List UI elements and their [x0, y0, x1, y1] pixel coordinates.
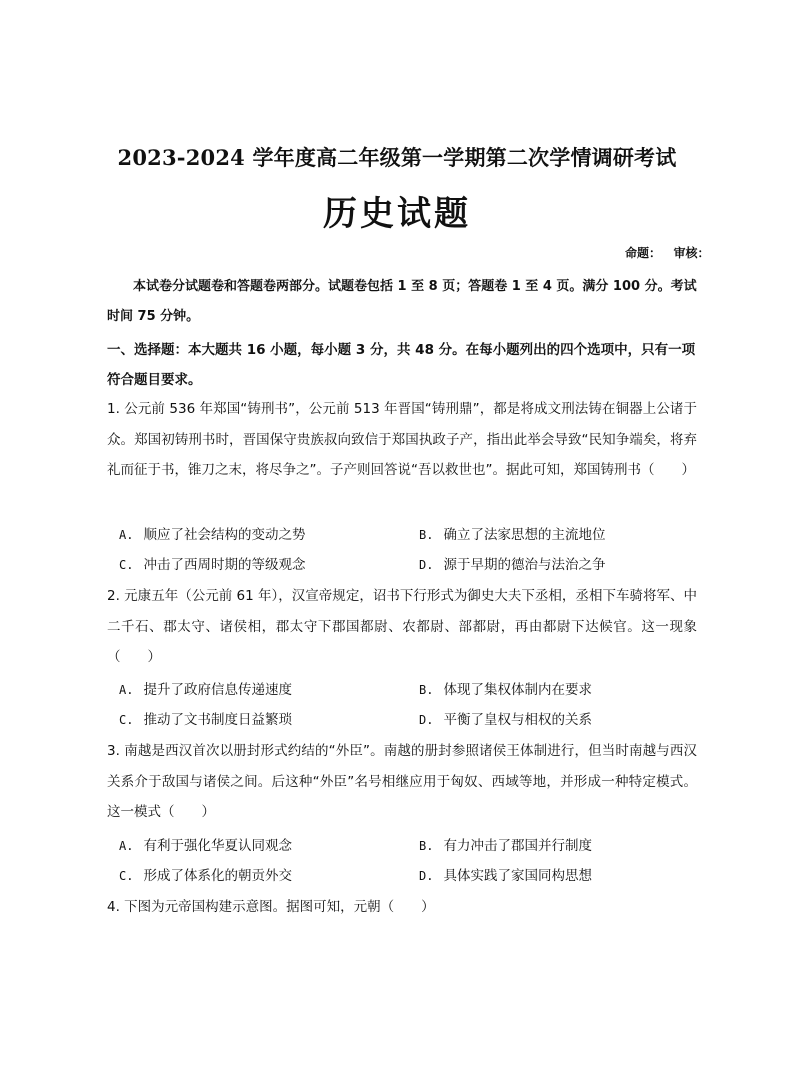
option-text: 有利于强化华夏认同观念: [143, 838, 292, 854]
option-text: 源于早期的德治与法治之争: [443, 557, 606, 573]
question-option: [119, 555, 305, 575]
option-letter: A.: [119, 839, 134, 853]
subject-title: 历史试题: [323, 194, 471, 234]
question-stem: 3. 南越是西汉首次以册封形式约结的“外臣”。南越的册封参照诸侯王体制进行，但当时南越与西汉关系介于敌国与诸侯之间。后这种“外臣”名号相继应用于匈奴、西域等地，并形成一种特定模式。这一模式（ ）: [107, 743, 697, 820]
exam-title: 2023-2024 学年度高二年级第一学期第二次学情调研考试: [117, 145, 677, 170]
option-text: 形成了体系化的朝贡外交: [143, 868, 292, 884]
section-heading: 一、选择题：本大题共 16 小题，每小题 3 分，共 48 分。在每小题列出的四个选项中，只有一项符合题目要求。: [107, 342, 696, 388]
exam-instructions: 本试卷分试题卷和答题卷两部分。试题卷包括 1 至 8 页；答题卷 1 至 4 页。满分 100 分。考试时间 75 分钟。: [107, 279, 697, 324]
question-option: [419, 866, 592, 886]
option-letter: A.: [119, 528, 134, 542]
option-letter: B.: [419, 683, 434, 697]
option-letter: C.: [119, 869, 134, 883]
question-option: [419, 555, 605, 575]
option-text: 推动了文书制度日益繁琐: [143, 712, 292, 728]
option-text: 冲击了西周时期的等级观念: [143, 557, 306, 573]
option-text: 具体实践了家国同构思想: [443, 868, 592, 884]
question-stem: 1. 公元前 536 年郑国“铸刑书”，公元前 513 年晋国“铸刑鼎”，都是将成文刑法铸在铜器上公诸于众。郑国初铸刑书时，晋国保守贵族叔向致信于郑国执政子产，指出此举会导致“民知争端矣，将弃礼而征于书，锥刀之末，将尽争之”。子产则回答说“吾以救世也”。据此可知，郑国铸刑书（ ）: [107, 401, 697, 478]
option-letter: D.: [419, 869, 434, 883]
option-letter: C.: [119, 558, 134, 572]
option-text: 顺应了社会结构的变动之势: [143, 527, 306, 543]
question-option: [119, 836, 292, 856]
question-option: [419, 680, 592, 700]
question-option: [119, 680, 292, 700]
option-letter: D.: [419, 713, 434, 727]
question-option: [419, 710, 592, 730]
option-text: 提升了政府信息传递速度: [143, 682, 292, 698]
question-stem: 4. 下图为元帝国构建示意图。据图可知，元朝（ ）: [107, 899, 435, 915]
option-text: 确立了法家思想的主流地位: [443, 527, 606, 543]
option-text: 有力冲击了郡国并行制度: [443, 838, 592, 854]
option-text: 平衡了皇权与相权的关系: [443, 712, 592, 728]
option-letter: B.: [419, 839, 434, 853]
option-letter: D.: [419, 558, 434, 572]
question-option: [119, 525, 305, 545]
option-text: 体现了集权体制内在要求: [443, 682, 592, 698]
question-option: [419, 836, 592, 856]
question-option: [419, 525, 605, 545]
option-letter: A.: [119, 683, 134, 697]
question-stem: 2. 元康五年（公元前 61 年），汉宣帝规定，诏书下行形式为御史大夫下丞相，丞相下车骑将军、中二千石、郡太守、诸侯相，郡太守下郡国都尉、农都尉、部都尉，再由都尉下达候官。这一现象（ ）: [107, 588, 697, 665]
question-option: [119, 866, 292, 886]
option-letter: C.: [119, 713, 134, 727]
question-option: [119, 710, 292, 730]
option-letter: B.: [419, 528, 434, 542]
author-reviewer-line: 命题： 审核：: [625, 246, 710, 260]
